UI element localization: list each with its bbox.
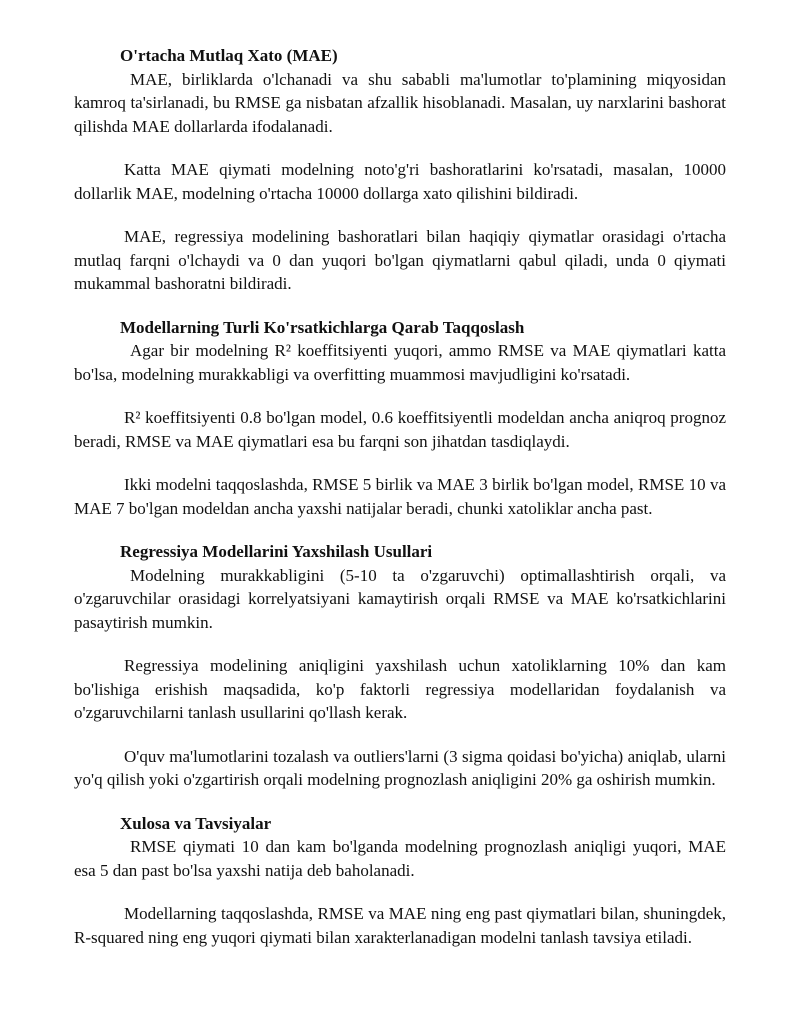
paragraph: Agar bir modelning R² koeffitsiyenti yuqori, ammo RMSE va MAE qiymatlari katta bo'lsa, modelning murakkabligi va overfitting muammosi mavjudligini ko'rsatadi. bbox=[74, 341, 726, 384]
paragraph: RMSE qiymati 10 dan kam bo'lganda modelning prognozlash aniqligi yuqori, MAE esa 5 dan past bo'lsa yaxshi natija deb baholanadi. bbox=[74, 837, 726, 880]
section-title: Modellarning Turli Ko'rsatkichlarga Qarab Taqqoslash bbox=[120, 317, 525, 337]
paragraph: Ikki modelni taqqoslashda, RMSE 5 birlik va MAE 3 birlik bo'lgan model, RMSE 10 va MAE 7 bo'lgan modeldan ancha yaxshi natijalar beradi, chunki xatoliklar ancha past. bbox=[74, 475, 726, 518]
paragraph: MAE, regressiya modelining bashoratlari bilan haqiqiy qiymatlar orasidagi o'rtacha mutlaq farqni o'lchaydi va 0 dan yuqori bo'lgan qiymatlarni qabul qiladi, unda 0 qiymati mukammal bashoratni bildiradi. bbox=[74, 227, 726, 293]
paragraph: Modellarning taqqoslashda, RMSE va MAE ning eng past qiymatlari bilan, shuningdek, R-squared ning eng yuqori qiymati bilan xarakterlanadigan modelni tanlash tavsiya etiladi. bbox=[74, 904, 726, 947]
paragraph: O'quv ma'lumotlarini tozalash va outliers'larni (3 sigma qoidasi bo'yicha) aniqlab, ularni yo'q qilish yoki o'zgartirish orqali modelning prognozlash aniqligini 20% ga oshirish mumkin. bbox=[74, 746, 726, 789]
paragraph: Regressiya modelining aniqligini yaxshilash uchun xatoliklarning 10% dan kam bo'lishiga erishish maqsadida, ko'p faktorli regressiya modellaridan foydalanish va o'zgaruvchilarni tanlash usullarini qo'llash kerak. bbox=[74, 656, 726, 722]
section-mae bbox=[74, 44, 726, 296]
section-conclusion bbox=[74, 812, 726, 950]
section-improvement-methods bbox=[74, 540, 726, 792]
section-title: Xulosa va Tavsiyalar bbox=[120, 813, 272, 833]
document-page bbox=[74, 44, 726, 969]
paragraph: MAE, birliklarda o'lchanadi va shu sababli ma'lumotlar to'plamining miqyosidan kamroq ta'sirlanadi, bu RMSE ga nisbatan afzallik hisoblanadi. Masalan, uy narxlarini bashorat qilishda MAE dollarlarda ifodalanadi. bbox=[74, 69, 726, 136]
paragraph: Modelning murakkabligini (5-10 ta o'zgaruvchi) optimallashtirish orqali, va o'zgaruvchilar orasidagi korrelyatsiyani kamaytirish orqali RMSE va MAE ko'rsatkichlarini pasaytirish mumkin. bbox=[74, 565, 726, 632]
paragraph: Katta MAE qiymati modelning noto'g'ri bashoratlarini ko'rsatadi, masalan, 10000 dollarlik MAE, modelning o'rtacha 10000 dollarga xato qilishini bildiradi. bbox=[74, 160, 726, 203]
section-title: Regressiya Modellarini Yaxshilash Usullari bbox=[120, 542, 433, 561]
section-model-comparison bbox=[74, 316, 726, 521]
section-title: O'rtacha Mutlaq Xato (MAE) bbox=[120, 46, 338, 65]
paragraph: R² koeffitsiyenti 0.8 bo'lgan model, 0.6 koeffitsiyentli modeldan ancha aniqroq prognoz beradi, RMSE va MAE qiymatlari esa bu farqni son jihatdan tasdiqlaydi. bbox=[74, 408, 726, 451]
